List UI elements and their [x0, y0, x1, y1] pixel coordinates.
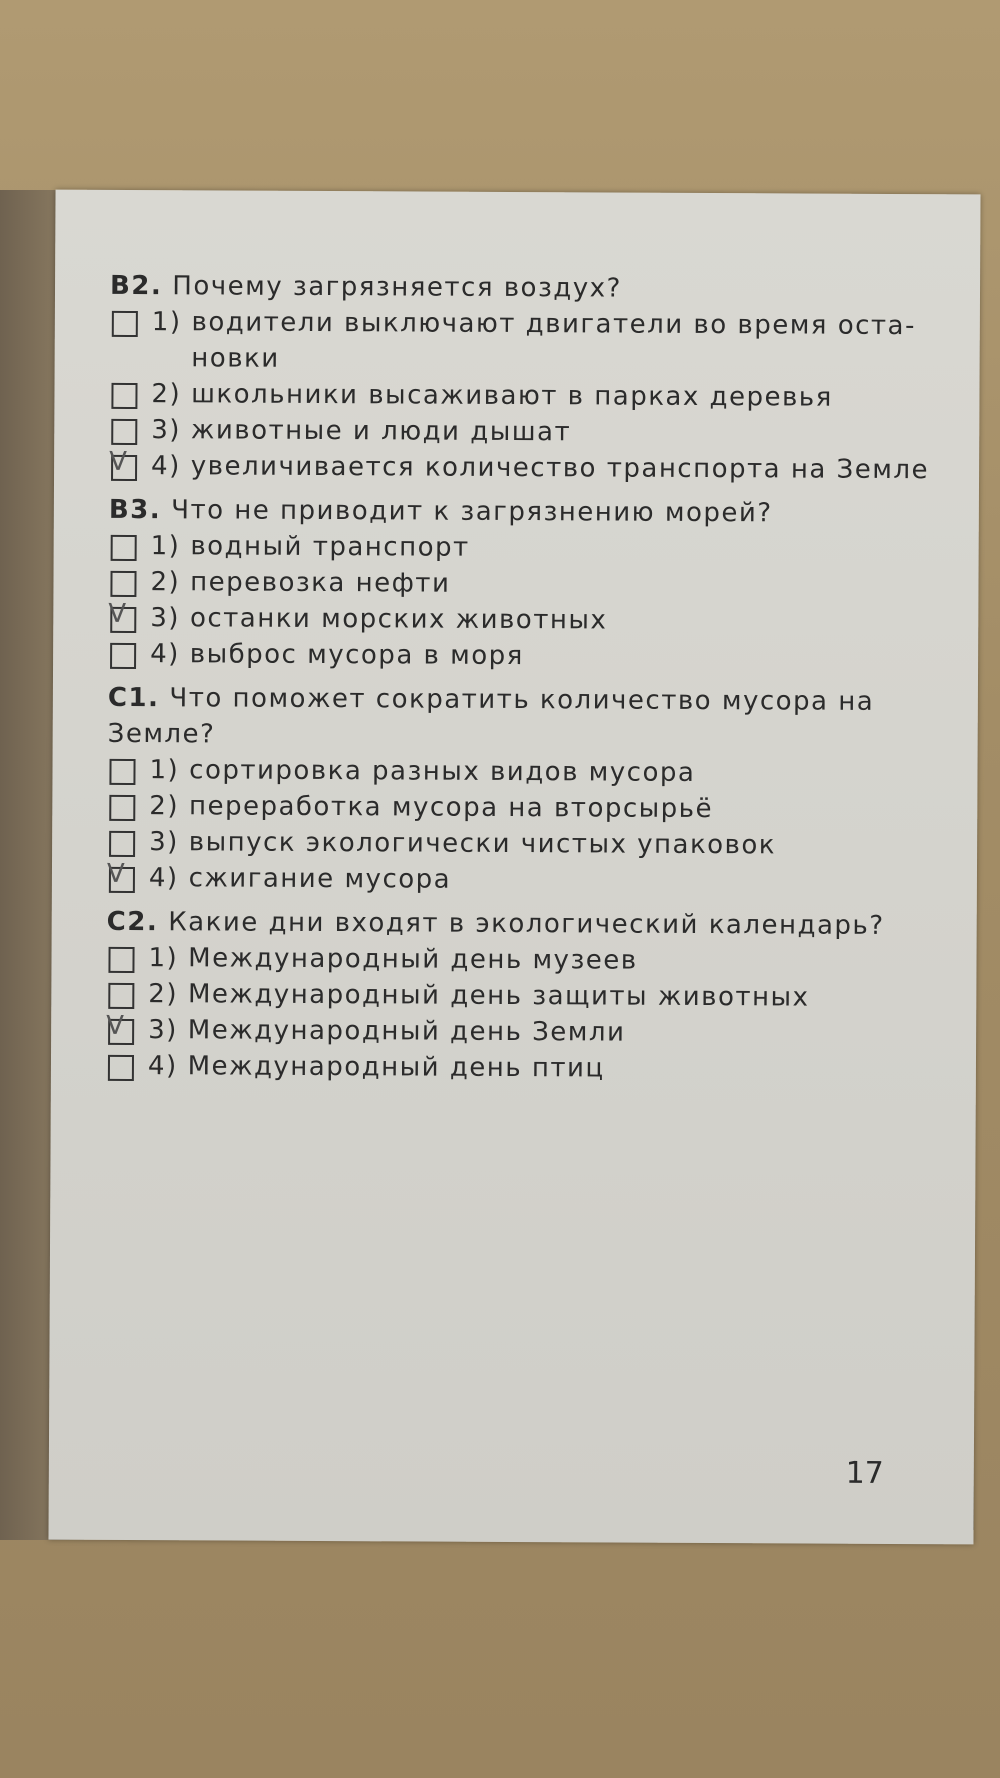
- option-text: сортировка разных видов мусора: [189, 755, 696, 788]
- question-text: Что поможет сократить количество мусора на Земле?: [107, 683, 875, 750]
- check-mark: V: [106, 1010, 126, 1041]
- page-number: 17: [845, 1455, 884, 1491]
- answer-option: [110, 304, 940, 380]
- option-text: водный транспорт: [190, 531, 470, 563]
- option-text: Международный день музеев: [188, 943, 638, 976]
- option-text: перевозка нефти: [190, 567, 451, 599]
- question-number: B2.: [109, 270, 163, 302]
- option-number: 2): [150, 567, 181, 598]
- answer-checkbox-checked[interactable]: [108, 598, 136, 633]
- question-text: Что не приводит к загрязнению морей?: [171, 495, 773, 529]
- answer-checkbox[interactable]: [110, 571, 136, 597]
- answer-checkbox-checked[interactable]: [106, 1010, 134, 1045]
- questions-container: [106, 260, 940, 1088]
- answer-checkbox[interactable]: [108, 1055, 134, 1081]
- option-text: увеличивается количество транспорта на Земле: [190, 451, 930, 486]
- answer-checkbox[interactable]: [110, 643, 136, 669]
- question-b2: [110, 268, 940, 308]
- question-text: Почему загрязняется воздух?: [172, 271, 622, 304]
- question-text: Какие дни входят в экологический календарь?: [168, 907, 885, 941]
- option-text: школьники высаживают в парках деревья: [191, 379, 833, 413]
- option-number: 4): [148, 863, 179, 894]
- answer-checkbox[interactable]: [109, 759, 135, 785]
- answer-checkbox[interactable]: [109, 795, 135, 821]
- option-text: сжигание мусора: [188, 863, 452, 895]
- workbook-page: [48, 190, 980, 1545]
- answer-checkbox[interactable]: [111, 535, 137, 561]
- option-number: 3): [150, 603, 181, 634]
- answer-checkbox[interactable]: [112, 311, 138, 337]
- answer-option: [108, 636, 938, 676]
- answer-option: [107, 860, 937, 900]
- option-text: выпуск экологически чистых упаковок: [188, 827, 777, 861]
- option-number: 1): [149, 755, 180, 786]
- option-text: животные и люди дышат: [190, 415, 572, 448]
- check-mark: V: [106, 858, 127, 889]
- answer-option: [106, 1012, 936, 1052]
- answer-option: [108, 600, 938, 640]
- option-number: 4): [147, 1051, 178, 1082]
- option-number: 4): [151, 451, 181, 482]
- option-number: 3): [148, 1015, 178, 1046]
- answer-option: [107, 824, 937, 864]
- option-text: водители выключают двигатели во время оста-новки: [191, 307, 916, 374]
- option-number: 2): [149, 791, 180, 822]
- question-b3: [109, 492, 939, 532]
- option-text: Международный день защиты животных: [187, 979, 810, 1013]
- check-mark: V: [109, 446, 129, 477]
- answer-checkbox-checked[interactable]: [106, 858, 135, 893]
- answer-checkbox-checked[interactable]: [109, 446, 137, 481]
- option-text: выброс мусора в моря: [189, 639, 524, 672]
- option-number: 1): [148, 943, 179, 974]
- answer-option: [106, 940, 936, 980]
- answer-option: [109, 412, 939, 452]
- option-number: 2): [151, 379, 182, 410]
- answer-option: [109, 376, 939, 416]
- option-text: Международный день птиц: [187, 1051, 605, 1084]
- question-number: B3.: [108, 494, 162, 526]
- answer-option: [109, 448, 939, 488]
- question-c1: [108, 680, 928, 756]
- answer-checkbox[interactable]: [108, 947, 134, 973]
- answer-checkbox[interactable]: [108, 983, 134, 1009]
- option-number: 4): [150, 639, 180, 670]
- option-number: 1): [151, 307, 182, 338]
- answer-option: [107, 788, 937, 828]
- option-number: 2): [148, 979, 179, 1010]
- option-number: 3): [151, 415, 182, 446]
- question-number: C2.: [106, 906, 159, 938]
- question-c2: [107, 904, 937, 944]
- answer-option: [106, 1048, 936, 1088]
- answer-option: [108, 564, 938, 604]
- check-mark: V: [108, 598, 128, 629]
- option-text: останки морских животных: [189, 603, 608, 636]
- answer-checkbox[interactable]: [111, 383, 137, 409]
- answer-option: [109, 528, 939, 568]
- option-text: Международный день Земли: [187, 1015, 626, 1048]
- answer-checkbox[interactable]: [109, 831, 135, 857]
- option-text: переработка мусора на вторсырьё: [188, 791, 714, 825]
- answer-option: [107, 752, 937, 792]
- option-number: 1): [150, 531, 181, 562]
- question-number: C1.: [107, 682, 160, 714]
- option-number: 3): [149, 827, 179, 858]
- answer-option: [106, 976, 936, 1016]
- answer-checkbox[interactable]: [111, 419, 137, 445]
